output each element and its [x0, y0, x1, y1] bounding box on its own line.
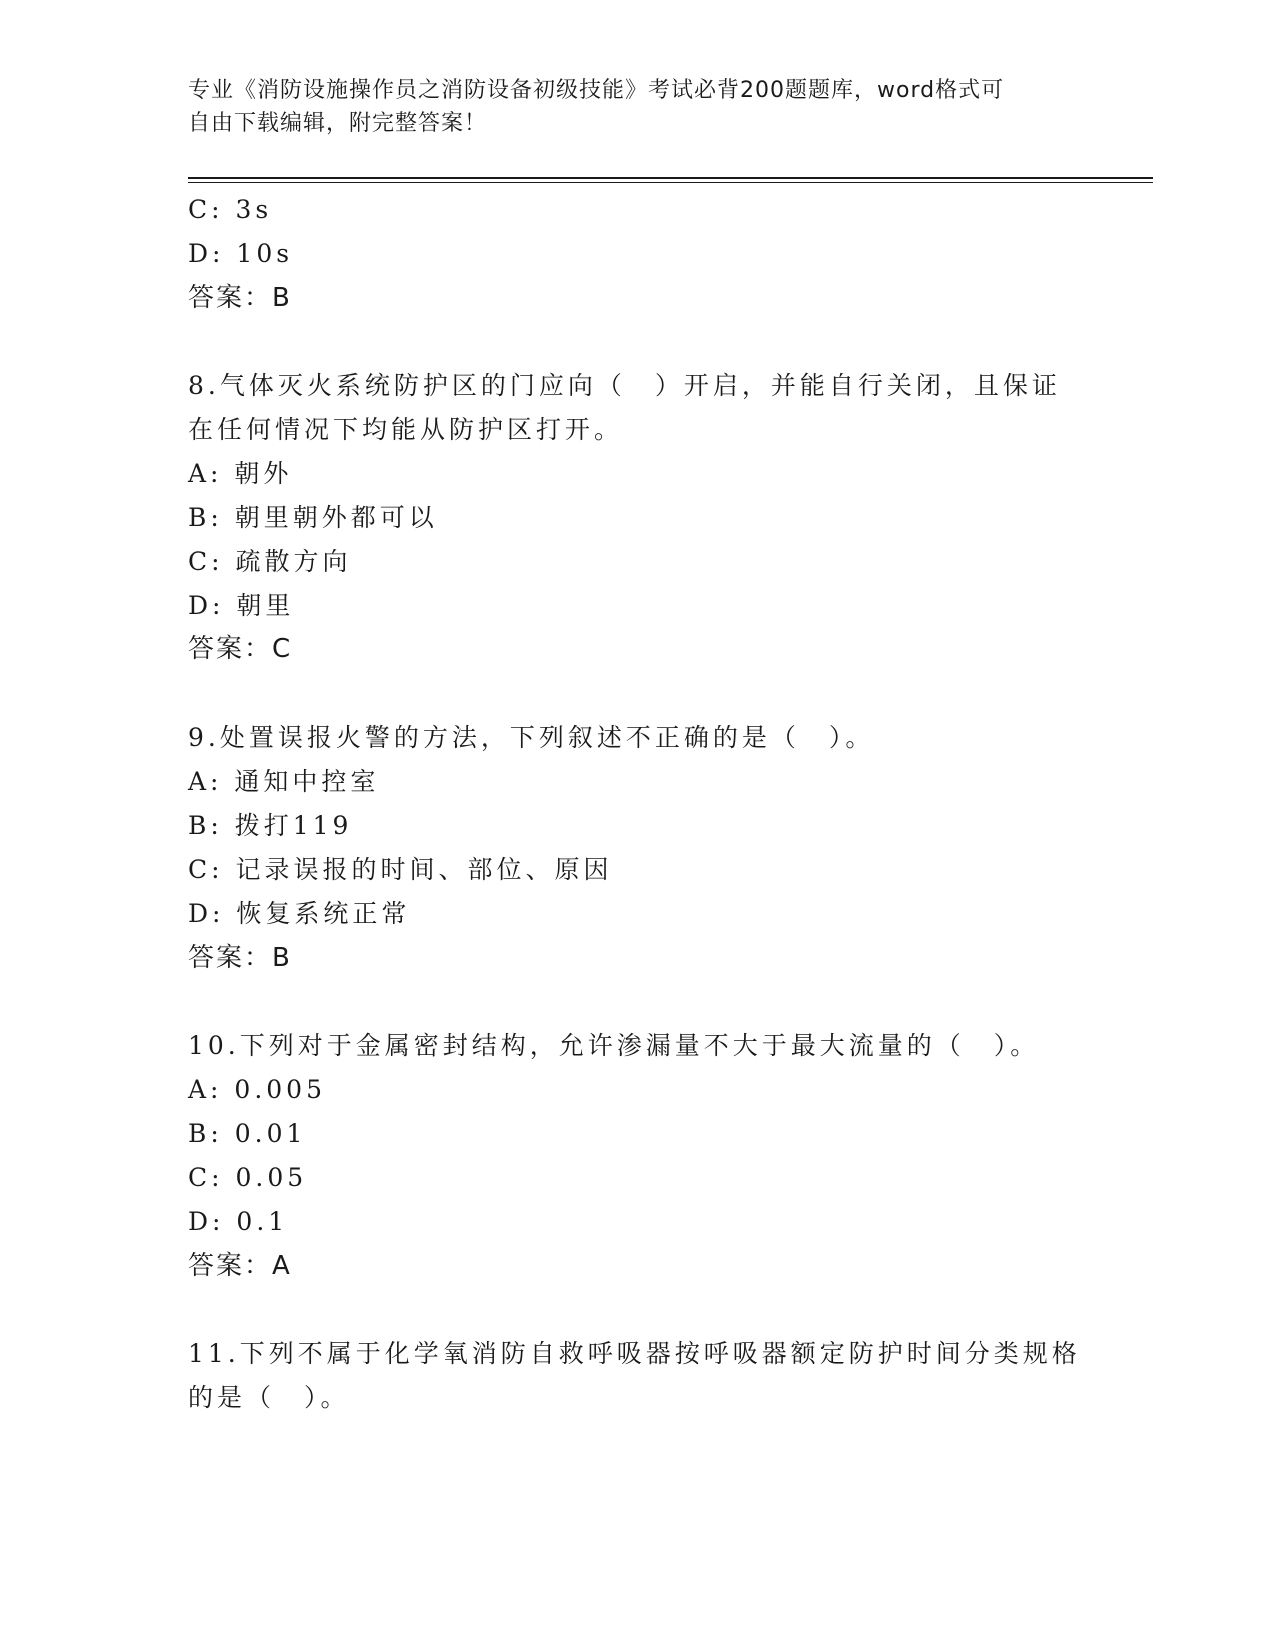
q10-stem: 10.下列对于金属密封结构，允许渗漏量不大于最大流量的（ ）。 [188, 1031, 1040, 1060]
q7-answer: 答案：B [188, 283, 292, 313]
q8-option-a: A: 朝外 [188, 459, 293, 488]
q10-option-c: C: 0.05 [188, 1163, 308, 1192]
q9-option-a: A: 通知中控室 [188, 767, 380, 796]
q10-option-a: A: 0.005 [188, 1075, 326, 1104]
header-line-2: 自由下载编辑，附完整答案！ [188, 111, 488, 136]
q11-stem-line-2: 的是（ ）。 [188, 1383, 350, 1412]
q10-option-d: D: 0.1 [188, 1207, 289, 1236]
q11-stem-line-1: 11.下列不属于化学氧消防自救呼吸器按呼吸器额定防护时间分类规格 [188, 1339, 1081, 1368]
q9-answer: 答案：B [188, 943, 292, 973]
q9-option-c: C: 记录误报的时间、部位、原因 [188, 855, 613, 884]
q9-option-d: D: 恢复系统正常 [188, 899, 411, 928]
q8-option-d: D: 朝里 [188, 591, 295, 620]
document-header [188, 74, 1068, 140]
q8-stem-line-2: 在任何情况下均能从防护区打开。 [188, 415, 624, 444]
header-divider-thick [188, 177, 1153, 179]
q7-option-c: C: 3s [188, 195, 273, 224]
q10-option-b: B: 0.01 [188, 1119, 307, 1148]
q8-answer: 答案：C [188, 634, 293, 664]
q8-option-c: C: 疏散方向 [188, 547, 352, 576]
q9-stem: 9.处置误报火警的方法，下列叙述不正确的是（ ）。 [188, 723, 875, 752]
q9-option-b: B: 拨打119 [188, 811, 353, 840]
header-line-1: 专业《消防设施操作员之消防设备初级技能》考试必背200题题库，word格式可 [188, 78, 1005, 103]
q8-stem-line-1: 8.气体灭火系统防护区的门应向（ ）开启，并能自行关闭，且保证 [188, 371, 1061, 400]
q10-answer: 答案：A [188, 1251, 292, 1281]
header-divider-thin [188, 182, 1153, 183]
q8-option-b: B: 朝里朝外都可以 [188, 503, 438, 532]
q7-option-d: D: 10s [188, 239, 294, 268]
